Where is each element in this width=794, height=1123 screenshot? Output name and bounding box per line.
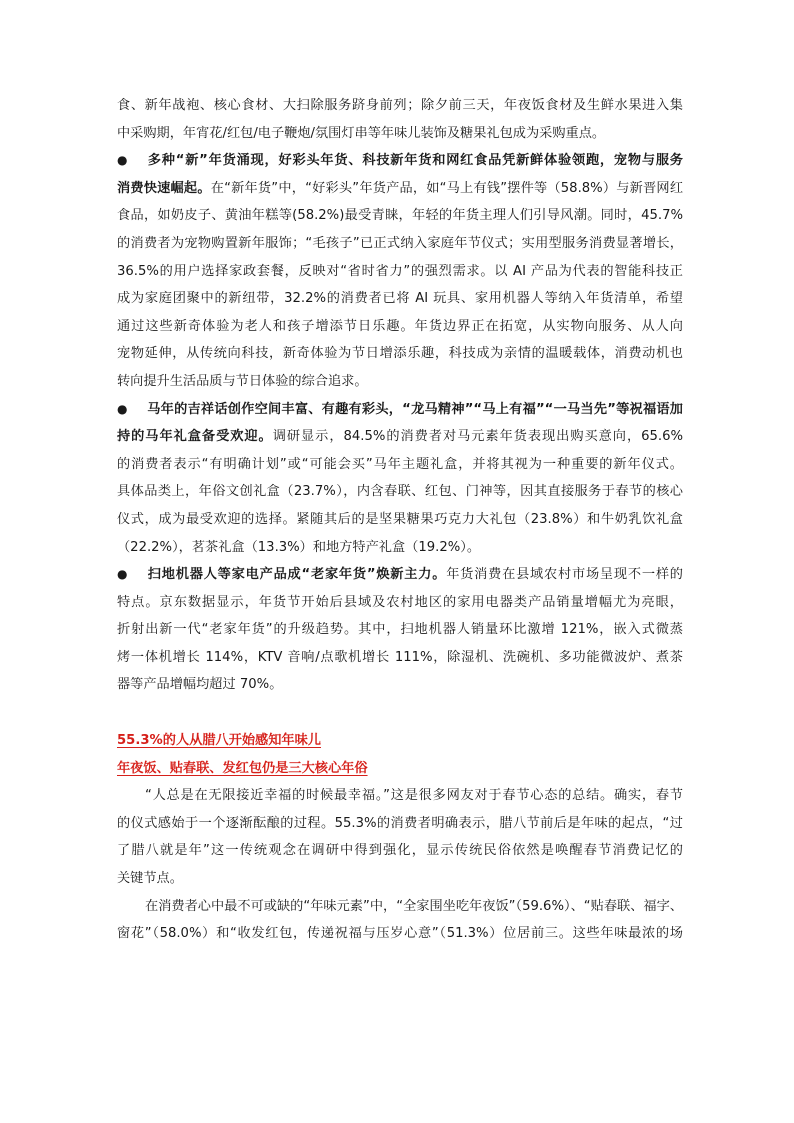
paragraph-line: 36.5%的用户选择家政套餐，反映对“省时省力”的强烈需求。以 AI 产品为代表的智能科技正: [117, 263, 683, 279]
paragraph-line: 的仪式感始于一个逐渐酝酿的过程。55.3%的消费者明确表示，腊八节前后是年味的起点，“过: [117, 815, 683, 831]
paragraph-line: 的消费者表示“有明确计划”或“可能会买”马年主题礼盒，并将其视为一种重要的新年仪式。: [117, 456, 683, 472]
paragraph-line: 转向提升生活品质与节日体验的综合追求。: [117, 373, 368, 389]
bullet-item-new-goods: [117, 147, 683, 175]
document-page: [117, 92, 683, 948]
paragraph-line: “人总是在无限接近幸福的时候最幸福。”这是很多网友对于春节心态的总结。确实，春节: [145, 788, 683, 804]
bullet-icon: ●: [117, 401, 128, 416]
paragraph-line: [117, 175, 683, 203]
bullet-text: 调研显示，84.5%的消费者对马元素年货表现出购买意向，65.6%: [272, 429, 683, 445]
paragraph-line: 仪式，成为最受欢迎的选择。紧随其后的是坚果糖果巧克力大礼包（23.8%）和牛奶乳饮礼盒: [117, 511, 683, 527]
paragraph-line: （22.2%），茗茶礼盒（13.3%）和地方特产礼盒（19.2%）。: [117, 539, 481, 555]
bullet-text: 年货消费在县域农村市场呈现不一样的: [446, 567, 683, 583]
bullet-bold-text: 消费快速崛起。: [117, 180, 211, 196]
paragraph-line: [117, 423, 683, 451]
paragraph-line: 关键节点。: [117, 871, 183, 887]
paragraph-line: 成为家庭团聚中的新纽带，32.2%的消费者已将 AI 玩具、家用机器人等纳入年货清单，希望: [117, 291, 683, 307]
paragraph-line: 食品，如奶皮子、黄油年糕等(58.2%)最受青睐，年轻的年货主理人们引导风潮。同时，45.7%: [117, 208, 683, 224]
section-subheading: 年夜饭、贴春联、发红包仍是三大核心年俗: [117, 760, 368, 776]
bullet-bold-text: 持的马年礼盒备受欢迎。: [117, 429, 273, 445]
paragraph-line: 中采购期，年宵花/红包/电子鞭炮/氛围灯串等年味儿装饰及糖果礼包成为采购重点。: [117, 125, 606, 141]
bullet-bold-text: 扫地机器人等家电产品成“老家年货”焕新主力。: [147, 567, 447, 583]
bullet-bold-text: 马年的吉祥话创作空间丰富、有趣有彩头，“龙马精神”“马上有福”“一马当先”等祝福语加: [147, 401, 683, 417]
paragraph-line: 特点。京东数据显示，年货节开始后县域及农村地区的家用电器类产品销量增幅尤为亮眼，: [117, 594, 683, 610]
paragraph-line: 在消费者心中最不可或缺的“年味元素”中，“全家围坐吃年夜饭”（59.6%）、“贴春联、福字、: [145, 898, 683, 914]
paragraph-line: 烤一体机增长 114%，KTV 音响/点歌机增长 111%，除湿机、洗碗机、多功能微波炉、煮茶: [117, 649, 683, 665]
bullet-icon: ●: [117, 567, 128, 582]
paragraph-line: 具体品类上，年俗文创礼盒（23.7%），内含春联、红包、门神等，因其直接服务于春节的核心: [117, 484, 683, 500]
paragraph-line: 了腊八就是年”这一传统观念在调研中得到强化，显示传统民俗依然是唤醒春节消费记忆的: [117, 843, 683, 859]
paragraph-line: 器等产品增幅均超过 70%。: [117, 677, 283, 693]
section-heading: 55.3%的人从腊八开始感知年味儿: [117, 733, 321, 749]
bullet-item-home-appliances: [117, 561, 683, 589]
paragraph-line: 折射出新一代“老家年货”的升级趋势。其中，扫地机器人销量环比激增 121%，嵌入式微蒸: [117, 622, 683, 638]
paragraph-line: 食、新年战袍、核心食材、大扫除服务跻身前列；除夕前三天，年夜饭食材及生鲜水果进入集: [117, 98, 683, 113]
bullet-text: 在“新年货”中，“好彩头”年货产品，如“马上有钱”摆件等（58.8%）与新晋网红: [210, 180, 683, 196]
paragraph-line: 的消费者为宠物购置新年服饰；“毛孩子”已正式纳入家庭年节仪式；实用型服务消费显著增长，: [117, 235, 683, 251]
paragraph-line: 宠物延伸，从传统向科技，新奇体验为节日增添乐趣，科技成为亲情的温暖载体，消费动机也: [117, 346, 683, 362]
bullet-icon: ●: [117, 153, 128, 168]
paragraph-line: 通过这些新奇体验为老人和孩子增添节日乐趣。年货边界正在拓宽，从实物向服务、从人向: [117, 318, 683, 334]
bullet-item-horse-year: [117, 396, 683, 424]
bullet-bold-text: 多种“新”年货涌现，好彩头年货、科技新年货和网红食品凭新鲜体验领跑，宠物与服务: [147, 153, 683, 169]
paragraph-line: 窗花”（58.0%）和“收发红包，传递祝福与压岁心意”（51.3%）位居前三。这些年味最浓的场: [117, 926, 683, 942]
spacer: [117, 699, 683, 727]
